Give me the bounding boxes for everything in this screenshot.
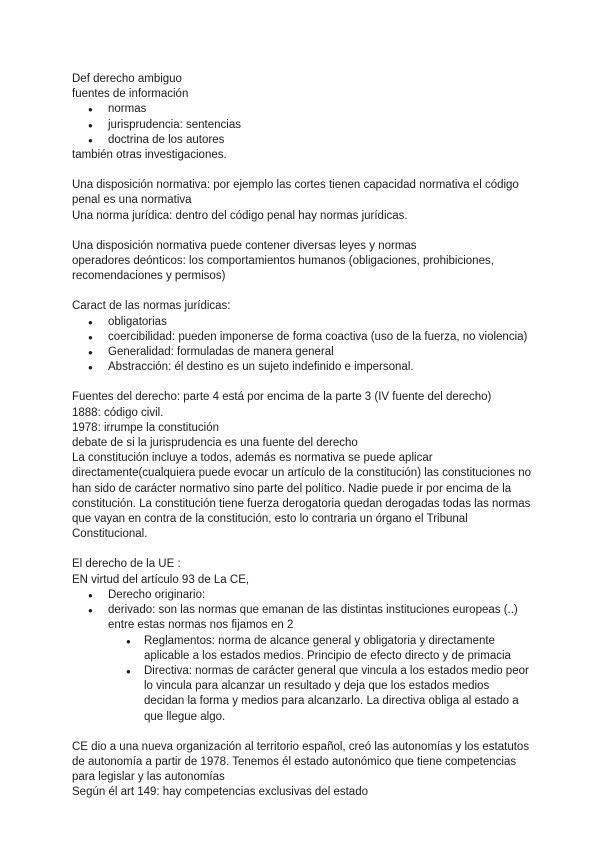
s7-line2: Según él art 149: hay competencias exclusivas del estado (72, 786, 368, 799)
s6-title: El derecho de la UE : (72, 558, 181, 571)
s7-line1: CE dio a una nueva organización al territorio español, creó las autonomías y los estatutos de autonomía a partir de 1978. Tenemos él estado autonómico que tiene competencias para legislar y las autonomías (72, 740, 530, 784)
s1-after: también otras investigaciones. (72, 149, 227, 162)
spacer (72, 375, 532, 390)
list-item: ● Derecho originario: (72, 588, 532, 603)
s6-sub: EN virtud del artículo 93 de La CE, (72, 573, 250, 586)
list-item: ● obligatorias (72, 315, 532, 330)
spacer (72, 224, 532, 239)
list-item: ● coercibilidad: pueden imponerse de forma coactiva (uso de la fuerza, no violencia) (72, 330, 532, 345)
s3-line1: Una disposición normativa puede contener diversas leyes y normas (72, 239, 417, 252)
s3-line2: operadores deónticos: los comportamientos humanos (obligaciones, prohibiciones, recomendaciones y permisos) (72, 255, 494, 283)
list-item: ● Reglamentos: norma de alcance general y obligatoria y directamente aplicable a los estados medios. Principio de efecto directo y de primacia (108, 634, 532, 664)
list-item: ● jurisprudencia: sentencias (72, 118, 532, 133)
spacer (72, 542, 532, 557)
s5-line4: debate de si la jurisprudencia es una fuente del derecho (72, 437, 358, 450)
s6-sublist (108, 634, 532, 725)
list-item: ● Abstracción: él destino es un sujeto indefinido e impersonal. (72, 360, 532, 375)
s2-line2: Una norma jurídica: dentro del código penal hay normas jurídicas. (72, 209, 408, 222)
s5-line3: 1978: irrumpe la constitución (72, 421, 220, 434)
list-item: ● doctrina de los autores (72, 133, 532, 148)
s1-title: Def derecho ambiguo (72, 73, 182, 85)
s4-list (72, 315, 532, 376)
spacer (72, 284, 532, 299)
s4-title: Caract de las normas jurídicas: (72, 300, 231, 313)
s2-line1: Una disposición normativa: por ejemplo las cortes tienen capacidad normativa el código penal es una normativa (72, 179, 519, 207)
list-item: ● normas (72, 102, 532, 117)
list-item: ● Directiva: normas de carácter general que vincula a los estados medio peor lo vincula para alcanzar un resultado y deja que los estados medios decidan la forma y medios para alcanzarlo. La directiva obliga al estado a que llegue algo. (108, 664, 532, 725)
s5-line2: 1888: código civil. (72, 406, 164, 419)
s1-list (72, 102, 532, 148)
list-item: ● derivado: son las normas que emanan de las distintas instituciones europeas (..) entre estas normas nos fijamos en 2 (72, 603, 532, 633)
spacer (72, 163, 532, 178)
s1-sub: fuentes de información (72, 88, 189, 101)
s5-line5: La constitución incluye a todos, además es normativa se puede aplicar directamente(cualquiera puede evocar un artículo de la constitución) las constituciones no han sido de carácter normativo sino parte del político. Nadie puede ir por encima de la constitución. La constitución tiene fuerza derogatoria quedan derogadas todas las normas que vayan en contra de la constitución, esto lo contraria un órgano el Tribunal Constitucional. (72, 452, 531, 541)
document-body (72, 72, 532, 801)
s6-list (72, 588, 532, 634)
s5-line1: Fuentes del derecho: parte 4 está por encima de la parte 3 (IV fuente del derecho) (72, 391, 492, 404)
spacer (72, 725, 532, 740)
list-item: ● Generalidad: formuladas de manera general (72, 345, 532, 360)
